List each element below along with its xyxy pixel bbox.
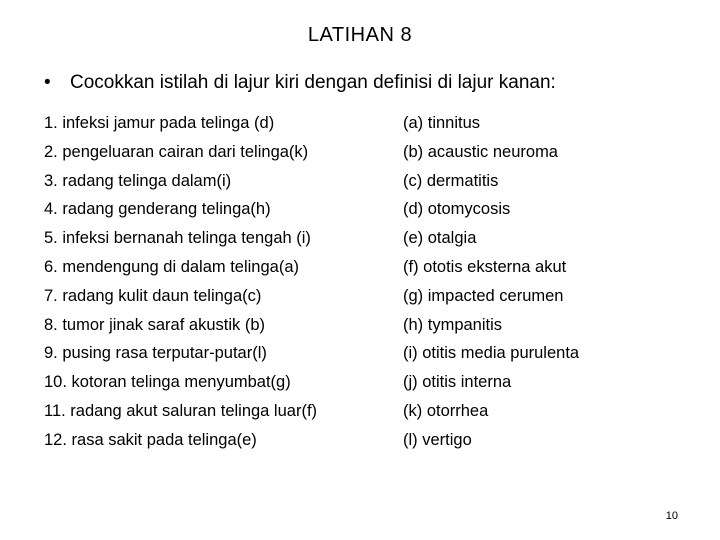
left-column-terms xyxy=(44,109,317,455)
right-item: (f) ototis eksterna akut xyxy=(403,257,567,276)
right-column-definitions xyxy=(403,109,579,455)
right-item: (b) acaustic neuroma xyxy=(403,142,558,161)
right-item: (g) impacted cerumen xyxy=(403,286,564,305)
right-item: (h) tympanitis xyxy=(403,315,503,334)
left-item: 1. infeksi jamur pada telinga (d) xyxy=(44,114,275,132)
right-item: (c) dermatitis xyxy=(403,171,499,190)
instruction-text: Cocokkan istilah di lajur kiri dengan definisi di lajur kanan: xyxy=(70,72,556,93)
left-item: 6. mendengung di dalam telinga(a) xyxy=(44,257,300,276)
left-item: 11. radang akut saluran telinga luar(f) xyxy=(44,401,318,420)
right-item: (j) otitis interna xyxy=(403,373,512,392)
left-item: 3. radang telinga dalam(i) xyxy=(44,171,232,190)
page-number: 10 xyxy=(665,510,678,522)
slide-title: LATIHAN 8 xyxy=(307,24,413,46)
right-item: (k) otorrhea xyxy=(403,401,489,420)
right-item: (e) otalgia xyxy=(403,229,477,248)
left-item: 8. tumor jinak saraf akustik (b) xyxy=(44,315,265,334)
left-item: 7. radang kulit daun telinga(c) xyxy=(44,286,262,305)
left-item: 5. infeksi bernanah telinga tengah (i) xyxy=(44,229,311,248)
left-item: 9. pusing rasa terputar-putar(l) xyxy=(44,344,267,363)
left-item: 2. pengeluaran cairan dari telinga(k) xyxy=(44,142,309,161)
left-item: 10. kotoran telinga menyumbat(g) xyxy=(44,373,291,392)
right-item: (a) tinnitus xyxy=(403,114,481,132)
right-item: (d) otomycosis xyxy=(403,200,511,219)
right-item: (l) vertigo xyxy=(403,430,472,449)
right-item: (i) otitis media purulenta xyxy=(403,344,580,363)
left-item: 12. rasa sakit pada telinga(e) xyxy=(44,430,257,449)
bullet-icon: • xyxy=(44,72,51,93)
instruction-line xyxy=(44,72,556,94)
left-item: 4. radang genderang telinga(h) xyxy=(44,200,271,219)
